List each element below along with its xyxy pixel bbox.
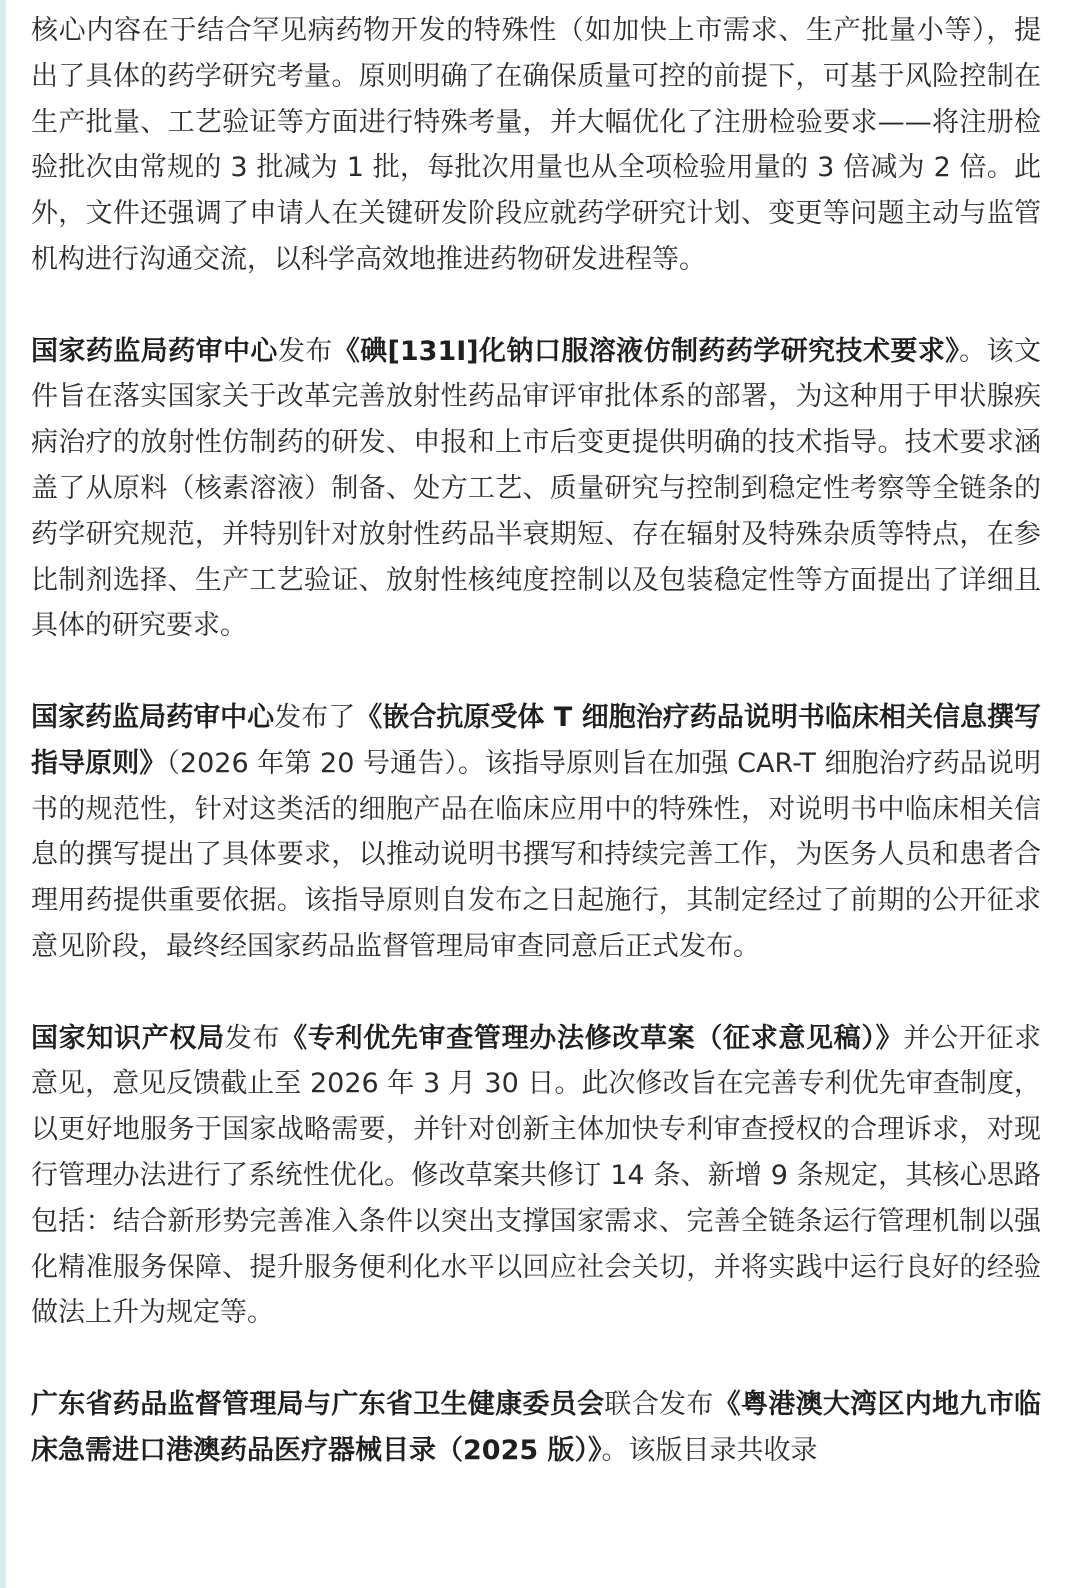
paragraph-body-text: 。该文件旨在落实国家关于改革完善放射性药品审评审批体系的部署，为这种用于甲状腺疾病治疗的放射性仿制药的研发、申报和上市后变更提供明确的技术指导。技术要求涵盖了从原料（核素溶液）制备、处方工艺、质量研究与控制到稳定性考察等全链条的药学研究规范，并特别针对放射性药品半衰期短、存在辐射及特殊杂质等特点，在参比制剂选择、生产工艺验证、放射性核纯度控制以及包装稳定性等方面提出了详细且具体的研究要求。 — [31, 335, 1042, 642]
paragraph-body-text: 核心内容在于结合罕见病药物开发的特殊性（如加快上市需求、生产批量小等），提出了具体的药学研究考量。原则明确了在确保质量可控的前提下，可基于风险控制在生产批量、工艺验证等方面进行特殊考量，并大幅优化了注册检验要求——将注册检验批次由常规的 3 批减为 1 批，每批次用量也从全项检验用量的 3 倍减为 2 倍。此外，文件还强调了申请人在关键研发阶段应就药学研究计划、变更等问题主动与监管机构进行沟通交流，以科学高效地推进药物研发进程等。 — [31, 15, 1041, 275]
issuing-organization: 国家知识产权局 — [31, 1022, 225, 1054]
issuing-organization: 国家药监局药审中心 — [31, 701, 275, 733]
document-title: 《粤港澳大湾区内地九市临床急需进口港澳药品医疗器械目录（2025 版）》 — [31, 1388, 1042, 1466]
article-body — [31, 8, 1041, 1519]
paragraph-car-t-label-guideline — [31, 695, 1041, 970]
action-verb: 联合发布 — [604, 1388, 714, 1420]
paragraph-gba-drug-device-catalog — [31, 1382, 1041, 1474]
paragraph-iodine-131-requirements — [31, 329, 1041, 650]
paragraph-body-text: 并公开征求意见，意见反馈截止至 2026 年 3 月 30 日。此次修改旨在完善专利优先审查制度，以更好地服务于国家战略需要，并针对创新主体加快专利审查授权的合理诉求，对现行管理办法进行了系统性优化。修改草案共修订 14 条、新增 9 条规定，其核心思路包括：结合新形势完善准入条件以突出支撑国家需求、完善全链条运行管理机制以强化精准服务保障、提升服务便利化水平以回应社会关切，并将实践中运行良好的经验做法上升为规定等。 — [31, 1022, 1042, 1329]
paragraph-patent-priority-review — [31, 1016, 1041, 1337]
document-title: 《专利优先审查管理办法修改草案（征求意见稿）》 — [280, 1022, 904, 1054]
paragraph-body-text: （2026 年第 20 号通告）。该指导原则旨在加强 CAR-T 细胞治疗药品说明书的规范性，针对这类活的细胞产品在临床应用中的特殊性，对说明书中临床相关信息的撰写提出了具体要求，以推动说明书撰写和持续完善工作，为医务人员和患者合理用药提供重要依据。该指导原则自发布之日起施行，其制定经过了前期的公开征求意见阶段，最终经国家药品监督管理局审查同意后正式发布。 — [31, 747, 1042, 962]
action-verb: 发布了 — [274, 701, 356, 733]
issuing-organization: 广东省药品监督管理局与广东省卫生健康委员会 — [31, 1388, 605, 1420]
action-verb: 发布 — [224, 1022, 281, 1054]
paragraph-body-text: 。该版目录共收录 — [601, 1434, 818, 1466]
left-accent-bar — [0, 0, 6, 1588]
document-title: 《碘[131I]化钠口服溶液仿制药药学研究技术要求》 — [332, 335, 960, 367]
issuing-organization: 国家药监局药审中心 — [31, 335, 278, 367]
document-title: 《嵌合抗原受体 T 细胞治疗药品说明书临床相关信息撰写指导原则》 — [31, 701, 1042, 779]
paragraph-rare-disease-drug-guideline — [31, 8, 1041, 283]
action-verb: 发布 — [277, 335, 333, 367]
